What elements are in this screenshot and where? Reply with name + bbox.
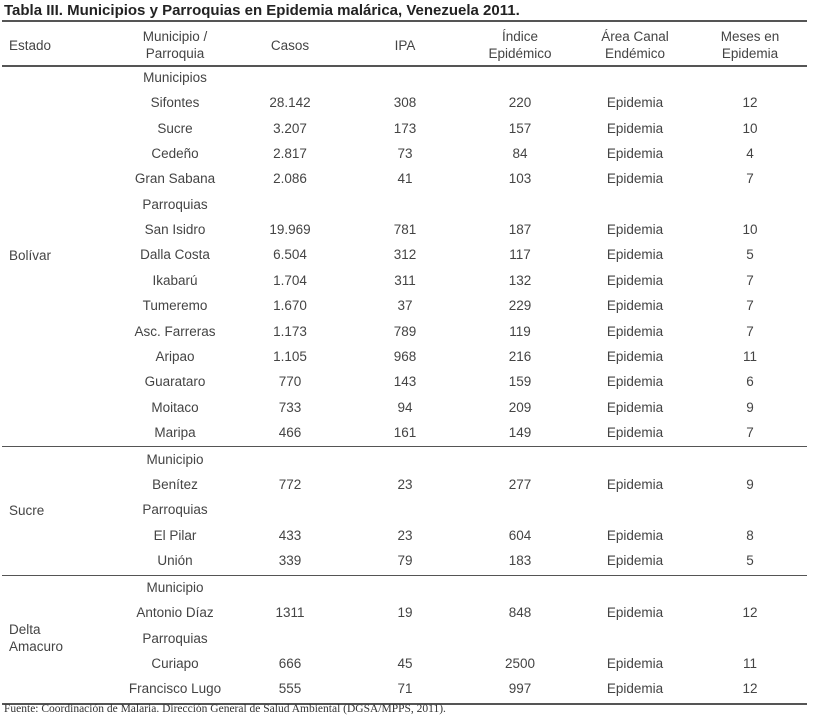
header-meses [705, 26, 795, 64]
cell-casos: 555 [278, 681, 302, 697]
table-row [0, 676, 813, 701]
cell-meses: 7 [746, 272, 754, 288]
cell-meses: 5 [746, 247, 754, 263]
cell-name: Cedeño [151, 146, 199, 162]
cell-casos: 2.817 [273, 146, 307, 162]
cell-indice: 117 [509, 247, 531, 263]
cell-name: Ikabarú [152, 272, 198, 288]
cell-casos: 770 [278, 374, 302, 390]
cell-name: Sucre [157, 120, 193, 136]
cell-area: Epidemia [606, 323, 664, 339]
cell-meses: 4 [746, 146, 754, 162]
cell-indice: 848 [508, 605, 532, 621]
cell-ipa: 789 [393, 323, 417, 339]
cell-area: Epidemia [606, 120, 664, 136]
table-row [0, 217, 813, 242]
header-municipio-line1: Municipio / [142, 29, 208, 44]
cell-name: Gran Sabana [134, 171, 216, 187]
cell-area: Epidemia [606, 681, 664, 697]
estado-label [9, 621, 63, 655]
cell-ipa: 41 [397, 171, 413, 187]
cell-area: Epidemia [606, 348, 664, 364]
cell-name: Guarataro [144, 374, 206, 390]
subheader-row [0, 626, 813, 651]
cell-area: Epidemia [606, 222, 664, 238]
estado-line: Sucre [9, 502, 45, 518]
cell-ipa: 73 [397, 146, 413, 162]
cell-area: Epidemia [606, 656, 664, 672]
cell-casos: 1.670 [273, 298, 307, 314]
subheader-row [0, 65, 813, 90]
table-row [0, 395, 813, 420]
table-row [0, 116, 813, 141]
header-meses-line2: Epidemia [721, 46, 779, 61]
cell-area: Epidemia [606, 477, 664, 493]
cell-ipa: 161 [393, 424, 417, 440]
table-row [0, 472, 813, 497]
cell-name: El Pilar [153, 527, 197, 543]
table-row [0, 523, 813, 548]
cell-area: Epidemia [606, 95, 664, 111]
cell-indice: 84 [512, 146, 528, 162]
cell-area: Epidemia [606, 424, 664, 440]
cell-casos: 6.504 [273, 247, 307, 263]
subheader-label: Municipios [143, 70, 207, 85]
subheader-row [0, 497, 813, 522]
table-row [0, 319, 813, 344]
header-indice-line2: Epidémico [488, 46, 552, 61]
cell-meses: 7 [746, 171, 754, 187]
cell-indice: 159 [508, 374, 532, 390]
header-area-line1: Área Canal [601, 29, 669, 44]
header-estado-text: Estado [9, 37, 52, 53]
table-row [0, 420, 813, 445]
table-row [0, 369, 813, 394]
cell-indice: 220 [508, 95, 532, 111]
cell-ipa: 311 [394, 272, 416, 288]
cell-indice: 132 [508, 272, 532, 288]
cell-name: Aripao [155, 348, 195, 364]
cell-casos: 733 [278, 399, 302, 415]
table-title: Tabla III. Municipios y Parroquias en Epidemia malárica, Venezuela 2011. [4, 2, 520, 19]
cell-indice: 229 [508, 298, 532, 314]
cell-ipa: 37 [397, 298, 413, 314]
cell-indice: 119 [509, 323, 531, 339]
cell-indice: 209 [508, 399, 532, 415]
header-casos [245, 26, 335, 64]
cell-casos: 339 [278, 553, 302, 569]
cell-ipa: 79 [397, 553, 413, 569]
cell-meses: 6 [746, 374, 754, 390]
subheader-row [0, 447, 813, 472]
cell-meses: 11 [742, 656, 757, 672]
cell-casos: 1311 [275, 605, 305, 621]
cell-meses: 5 [746, 553, 754, 569]
cell-casos: 666 [278, 656, 302, 672]
cell-indice: 2500 [504, 656, 536, 672]
header-municipio [110, 26, 240, 64]
table-row [0, 600, 813, 625]
cell-ipa: 23 [397, 527, 413, 543]
cell-area: Epidemia [606, 272, 664, 288]
cell-indice: 187 [508, 222, 532, 238]
table-row [0, 90, 813, 115]
subheader-row [0, 192, 813, 217]
header-meses-line1: Meses en [720, 29, 780, 44]
cell-meses: 7 [746, 298, 754, 314]
header-ipa-text: IPA [394, 37, 416, 53]
cell-name: Maripa [154, 424, 196, 440]
table-row [0, 344, 813, 369]
estado-label [9, 247, 51, 264]
cell-meses: 7 [746, 424, 754, 440]
cell-ipa: 143 [393, 374, 417, 390]
cell-ipa: 781 [393, 222, 417, 238]
estado-line: Bolívar [9, 247, 52, 263]
cell-meses: 8 [746, 527, 754, 543]
cell-indice: 216 [508, 348, 532, 364]
cell-name: Curiapo [151, 656, 199, 672]
cell-casos: 1.173 [273, 323, 307, 339]
header-indice [475, 26, 565, 64]
estado-line: Amacuro [9, 639, 64, 655]
cell-meses: 9 [746, 399, 754, 415]
subheader-label: Parroquias [142, 196, 208, 212]
cell-area: Epidemia [606, 171, 664, 187]
cell-casos: 433 [278, 527, 302, 543]
table-row [0, 651, 813, 676]
cell-casos: 3.207 [273, 120, 307, 136]
cell-casos: 466 [278, 424, 302, 440]
cell-indice: 604 [508, 527, 532, 543]
cell-meses: 9 [746, 477, 754, 493]
cell-ipa: 45 [397, 656, 413, 672]
header-ipa [365, 26, 445, 64]
table-row [0, 268, 813, 293]
cell-ipa: 968 [393, 348, 417, 364]
cell-area: Epidemia [606, 553, 664, 569]
cell-ipa: 71 [397, 681, 413, 697]
cell-ipa: 308 [393, 95, 417, 111]
estado-line: Delta [9, 622, 41, 638]
source-note: Fuente: Coordinación de Malaria. Dirección General de Salud Ambiental (DGSA/MPPS, 2011). [4, 703, 446, 715]
table-row [0, 141, 813, 166]
cell-meses: 10 [742, 222, 758, 238]
cell-casos: 2.086 [273, 171, 307, 187]
cell-name: Benítez [152, 477, 198, 493]
cell-ipa: 23 [397, 477, 413, 493]
cell-area: Epidemia [606, 399, 664, 415]
header-estado [9, 26, 89, 64]
subheader-label: Parroquias [142, 502, 208, 518]
cell-meses: 12 [742, 95, 758, 111]
header-municipio-line2: Parroquia [145, 46, 205, 61]
cell-area: Epidemia [606, 298, 664, 314]
cell-area: Epidemia [606, 527, 664, 543]
subheader-row [0, 575, 813, 600]
header-area [580, 26, 690, 64]
cell-name: Unión [157, 553, 193, 569]
cell-name: Francisco Lugo [128, 681, 222, 697]
cell-name: Sifontes [150, 95, 200, 111]
header-casos-text: Casos [270, 37, 310, 53]
cell-casos: 772 [278, 477, 302, 493]
cell-indice: 997 [508, 681, 532, 697]
cell-ipa: 312 [393, 247, 417, 263]
table-row [0, 242, 813, 267]
cell-meses: 12 [742, 605, 758, 621]
cell-casos: 28.142 [269, 95, 311, 111]
cell-ipa: 19 [397, 605, 413, 621]
table-row [0, 166, 813, 191]
cell-name: San Isidro [144, 222, 206, 238]
header-area-line2: Endémico [604, 46, 666, 61]
subheader-label: Municipio [146, 451, 204, 467]
cell-name: Tumeremo [142, 298, 208, 314]
cell-meses: 12 [742, 681, 758, 697]
cell-indice: 103 [508, 171, 532, 187]
top-rule [2, 20, 807, 22]
subheader-label: Municipio [146, 580, 204, 595]
cell-meses: 10 [742, 120, 758, 136]
cell-meses: 7 [746, 323, 754, 339]
table-row [0, 293, 813, 318]
cell-name: Moitaco [151, 399, 199, 415]
cell-name: Dalla Costa [140, 247, 210, 263]
cell-indice: 157 [508, 120, 532, 136]
cell-meses: 11 [742, 348, 757, 364]
cell-ipa: 173 [393, 120, 417, 136]
cell-area: Epidemia [606, 605, 664, 621]
cell-casos: 1.105 [273, 348, 307, 364]
cell-area: Epidemia [606, 247, 664, 263]
subheader-label: Parroquias [142, 630, 208, 646]
cell-name: Antonio Díaz [136, 605, 214, 621]
cell-name: Asc. Farreras [134, 323, 216, 339]
cell-area: Epidemia [606, 146, 664, 162]
cell-indice: 277 [508, 477, 532, 493]
estado-label [9, 502, 44, 519]
cell-casos: 19.969 [269, 222, 311, 238]
cell-area: Epidemia [606, 374, 664, 390]
cell-indice: 149 [508, 424, 532, 440]
cell-casos: 1.704 [273, 272, 307, 288]
cell-ipa: 94 [397, 399, 413, 415]
cell-indice: 183 [508, 553, 532, 569]
table-row [0, 548, 813, 573]
header-indice-line1: Índice [501, 29, 539, 44]
